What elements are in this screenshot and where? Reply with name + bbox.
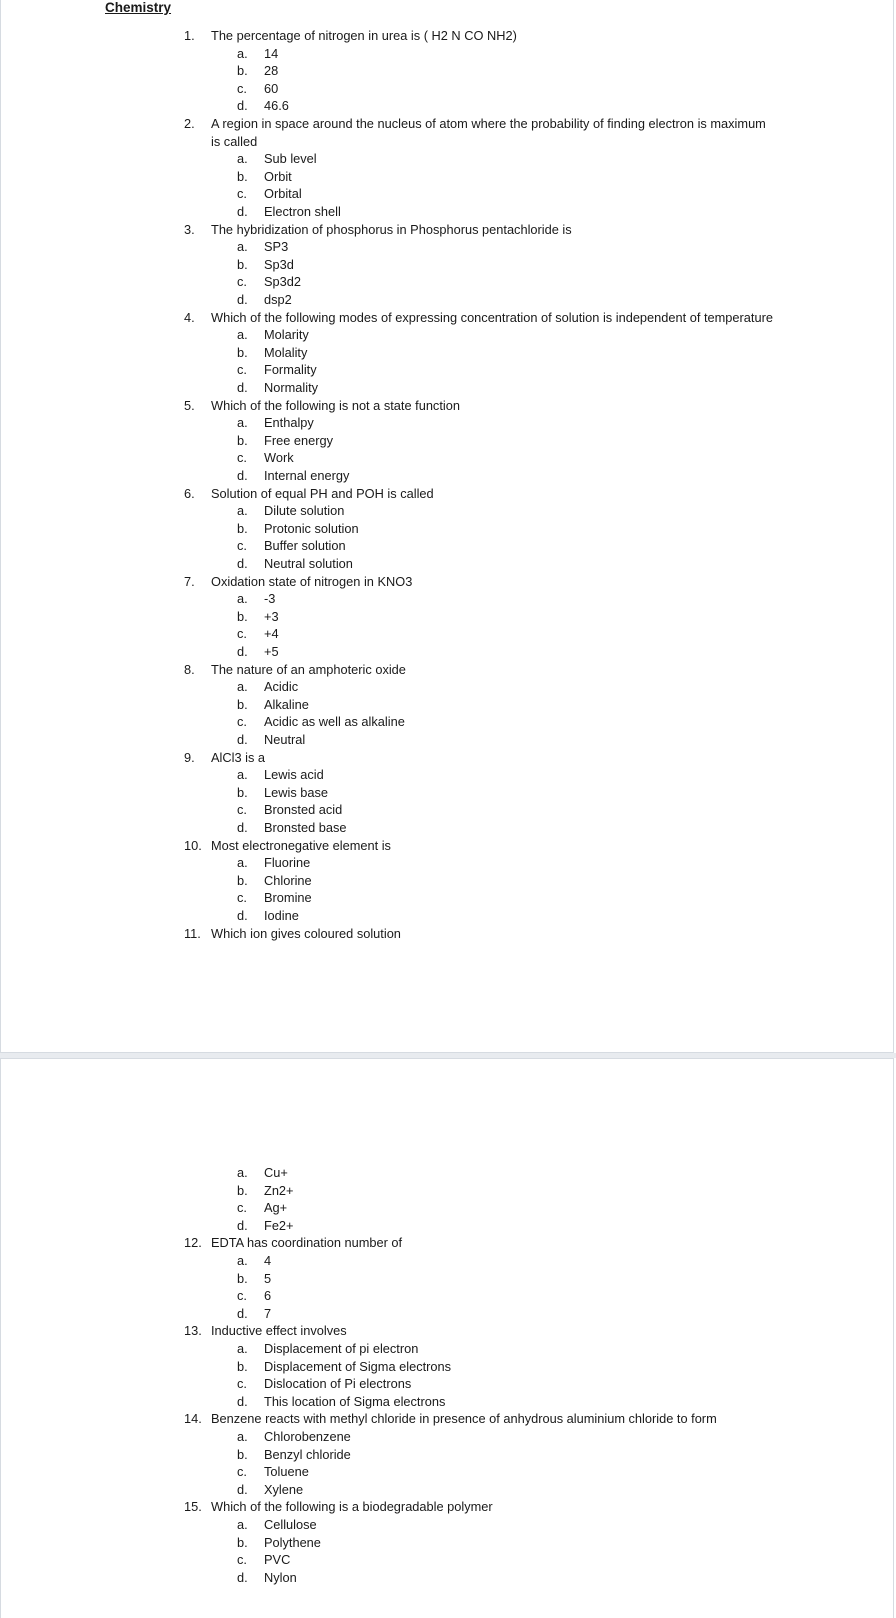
option-letter: a. — [237, 591, 248, 607]
option-letter: d. — [237, 98, 248, 114]
question-text: Which of the following modes of expressing concentration of solution is independent of temperature — [211, 309, 773, 325]
question-text: Inductive effect involves — [211, 1323, 347, 1339]
option-text: 46.6 — [264, 98, 289, 114]
option-text: Zn2+ — [264, 1182, 294, 1198]
option-text: Dilute solution — [264, 503, 345, 519]
option-text: +4 — [264, 626, 279, 642]
option-letter: b. — [237, 1182, 248, 1198]
option-letter: a. — [237, 855, 248, 871]
option-text: Neutral solution — [264, 556, 353, 571]
option-letter: c. — [237, 274, 247, 290]
question-number: 15. — [184, 1499, 202, 1515]
question-text: EDTA has coordination number of — [211, 1235, 403, 1251]
option-letter: c. — [237, 186, 247, 202]
question-number: 4. — [184, 309, 195, 325]
option-letter: b. — [237, 432, 248, 448]
question-number: 5. — [184, 397, 195, 413]
option-text: Nylon — [264, 1569, 297, 1585]
option-text: Alkaline — [264, 696, 309, 712]
option-text: 6 — [264, 1288, 272, 1304]
option-letter: c. — [237, 1464, 247, 1480]
option-text: Toluene — [264, 1464, 309, 1480]
option-letter: a. — [237, 327, 248, 343]
option-letter: c. — [237, 538, 247, 554]
question-number: 11. — [184, 925, 201, 941]
option-letter: b. — [237, 168, 248, 184]
option-letter: a. — [237, 1253, 248, 1268]
option-letter: a. — [237, 767, 248, 783]
option-letter: c. — [237, 362, 247, 378]
option-text: SP3 — [264, 239, 289, 255]
question-text: Which of the following is not a state function — [211, 397, 460, 413]
option-letter: d. — [237, 644, 248, 659]
question-text: The hybridization of phosphorus in Phosphorus pentachloride is — [211, 221, 572, 237]
option-letter: d. — [237, 820, 248, 835]
option-letter: b. — [237, 784, 248, 800]
question-number: 13. — [184, 1323, 202, 1339]
option-letter: b. — [237, 608, 248, 624]
question-number: 1. — [184, 28, 195, 43]
option-text: Normality — [264, 380, 319, 395]
question-number: 9. — [184, 749, 195, 765]
question-text: is called — [211, 133, 258, 149]
question-number: 10. — [184, 837, 202, 853]
option-text: Molarity — [264, 327, 309, 343]
question-number: 14. — [184, 1411, 202, 1427]
option-text: Lewis acid — [264, 767, 324, 783]
option-text: Cellulose — [264, 1517, 317, 1532]
question-number: 2. — [184, 116, 195, 131]
option-letter: d. — [237, 1481, 248, 1497]
option-letter: a. — [237, 503, 248, 519]
option-letter: c. — [237, 1288, 247, 1304]
option-text: 60 — [264, 80, 279, 96]
option-text: Buffer solution — [264, 538, 346, 554]
option-letter: c. — [237, 890, 247, 906]
question-text: A region in space around the nucleus of atom where the probability of finding electron is maximum — [211, 116, 766, 131]
option-text: Iodine — [264, 908, 299, 923]
option-letter: d. — [237, 1569, 248, 1585]
document-title: Chemistry — [105, 0, 172, 15]
option-text: dsp2 — [264, 292, 292, 307]
option-text: Fluorine — [264, 855, 311, 871]
option-letter: b. — [237, 63, 248, 79]
option-text: 4 — [264, 1253, 272, 1268]
option-letter: d. — [237, 732, 248, 747]
question-number: 12. — [184, 1235, 202, 1251]
option-letter: a. — [237, 45, 248, 61]
option-text: +5 — [264, 644, 279, 659]
option-text: Molality — [264, 344, 308, 360]
option-text: 28 — [264, 63, 279, 79]
option-text: Neutral — [264, 732, 306, 747]
option-text: Acidic as well as alkaline — [264, 714, 405, 730]
option-text: Orbital — [264, 186, 302, 202]
option-letter: b. — [237, 344, 248, 360]
option-text: PVC — [264, 1552, 291, 1568]
option-letter: b. — [237, 872, 248, 888]
document-page-2 — [0, 1058, 894, 1618]
question-number: 3. — [184, 221, 195, 237]
option-letter: d. — [237, 908, 248, 923]
question-text: The percentage of nitrogen in urea is ( H2 N CO NH2) — [211, 28, 517, 43]
option-letter: d. — [237, 1305, 248, 1321]
option-text: +3 — [264, 608, 279, 624]
option-letter: c. — [237, 1376, 247, 1392]
option-letter: d. — [237, 380, 248, 395]
option-text: 7 — [264, 1305, 272, 1321]
option-letter: c. — [237, 1552, 247, 1568]
option-letter: a. — [237, 1341, 248, 1356]
option-letter: b. — [237, 1534, 248, 1550]
option-letter: c. — [237, 80, 247, 96]
option-text: Chlorine — [264, 872, 312, 888]
option-letter: c. — [237, 450, 247, 466]
option-text: Work — [264, 450, 294, 466]
question-number: 7. — [184, 573, 195, 589]
option-letter: d. — [237, 556, 248, 571]
option-text: Xylene — [264, 1481, 304, 1497]
option-letter: a. — [237, 151, 248, 167]
question-text: Which of the following is a biodegradable polymer — [211, 1499, 493, 1515]
option-text: 5 — [264, 1270, 272, 1286]
option-text: Cu+ — [264, 1165, 288, 1180]
option-text: Bronsted acid — [264, 802, 343, 818]
option-letter: a. — [237, 1429, 248, 1444]
option-letter: c. — [237, 802, 247, 818]
option-letter: a. — [237, 239, 248, 255]
option-text: Displacement of pi electron — [264, 1341, 419, 1356]
option-letter: d. — [237, 204, 248, 219]
option-text: -3 — [264, 591, 276, 607]
option-text: Formality — [264, 362, 317, 378]
option-text: Sub level — [264, 151, 317, 167]
option-text: Enthalpy — [264, 415, 314, 431]
option-letter: c. — [237, 626, 247, 642]
option-text: Chlorobenzene — [264, 1429, 351, 1444]
option-letter: a. — [237, 679, 248, 695]
option-text: Lewis base — [264, 784, 329, 800]
question-text: Oxidation state of nitrogen in KNO3 — [211, 573, 413, 589]
question-text: Most electronegative element is — [211, 837, 391, 853]
question-text: Benzene reacts with methyl chloride in presence of anhydrous aluminium chloride to form — [211, 1411, 717, 1427]
question-number: 8. — [184, 661, 195, 677]
option-text: 14 — [264, 45, 279, 61]
option-text: Protonic solution — [264, 520, 359, 536]
option-letter: c. — [237, 1200, 247, 1216]
option-text: Ag+ — [264, 1200, 288, 1216]
option-letter: c. — [237, 714, 247, 730]
option-text: Fe2+ — [264, 1217, 294, 1233]
option-text: Sp3d — [264, 256, 294, 272]
option-letter: b. — [237, 520, 248, 536]
option-letter: a. — [237, 415, 248, 431]
option-letter: a. — [237, 1517, 248, 1532]
option-text: Orbit — [264, 168, 292, 184]
question-text: Which ion gives coloured solution — [211, 925, 401, 941]
option-text: This location of Sigma electrons — [264, 1393, 446, 1409]
option-text: Electron shell — [264, 204, 341, 219]
option-text: Free energy — [264, 432, 333, 448]
option-text: Bromine — [264, 890, 312, 906]
option-letter: d. — [237, 1217, 248, 1233]
option-text: Dislocation of Pi electrons — [264, 1376, 412, 1392]
option-text: Bronsted base — [264, 820, 347, 835]
question-text: Solution of equal PH and POH is called — [211, 485, 434, 501]
option-letter: b. — [237, 1358, 248, 1374]
option-text: Benzyl chloride — [264, 1446, 351, 1462]
option-letter: a. — [237, 1165, 248, 1180]
option-letter: b. — [237, 696, 248, 712]
option-text: Sp3d2 — [264, 274, 302, 290]
option-letter: d. — [237, 292, 248, 307]
option-text: Displacement of Sigma electrons — [264, 1358, 452, 1374]
option-text: Polythene — [264, 1534, 321, 1550]
question-text: The nature of an amphoteric oxide — [211, 661, 406, 677]
question-text: AlCl3 is a — [211, 749, 266, 765]
option-letter: b. — [237, 1446, 248, 1462]
option-text: Acidic — [264, 679, 299, 695]
option-letter: d. — [237, 1393, 248, 1409]
option-letter: d. — [237, 468, 248, 483]
option-letter: b. — [237, 256, 248, 272]
option-letter: b. — [237, 1270, 248, 1286]
question-number: 6. — [184, 485, 195, 501]
option-text: Internal energy — [264, 468, 350, 483]
